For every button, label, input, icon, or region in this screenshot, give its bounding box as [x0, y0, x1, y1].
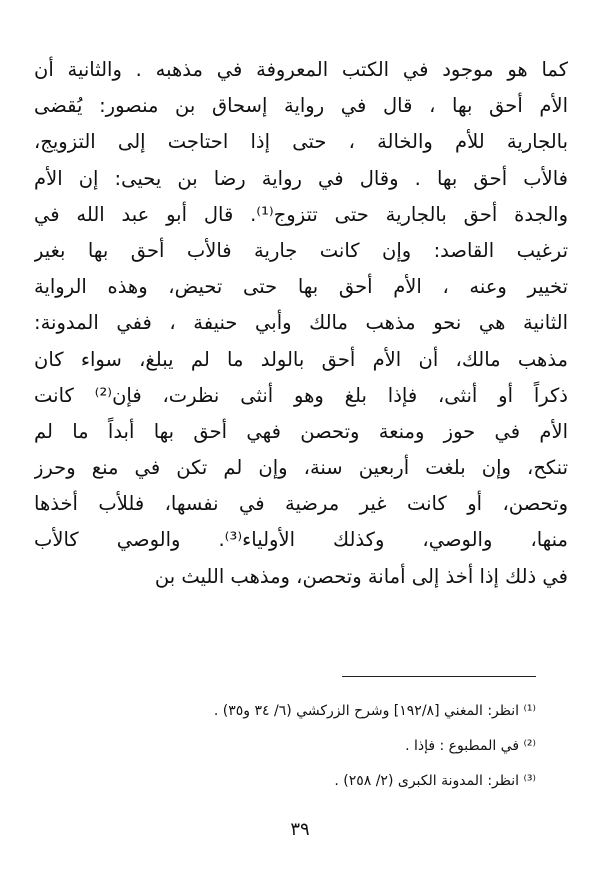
- text-line: الثانية هي نحو مذهب مالك وأبي حنيفة ، ففي المدونة:: [34, 311, 568, 335]
- footnote: ⁽³⁾ انظر: المدونة الكبرى (٢/ ٢٥٨) .: [334, 773, 536, 789]
- text-line: والجدة أحق بالجارية حتى تتزوج⁽¹⁾. قال أبو عبد الله في: [34, 202, 568, 226]
- text-line: وتحصن، أو كانت غير مرضية في نفسها، فللأب أخذها: [34, 492, 568, 516]
- footnote-separator: [342, 676, 536, 677]
- footnote: ⁽¹⁾ انظر: المغني [١٩٢/٨] وشرح الزركشي (٦/ ٣٤ و٣٥) .: [213, 703, 536, 719]
- text-line: في ذلك إذا أخذ إلى أمانة وتحصن، ومذهب الليث بن: [154, 564, 568, 588]
- text-line: فالأب أحق بها . وقال في رواية رضا بن يحيى: إن الأم: [34, 166, 568, 190]
- text-line: الأم في حوز ومنعة وتحصن فهي أحق بها أبداً ما لم: [34, 419, 568, 443]
- text-line: منها، والوصي، وكذلك الأولياء⁽³⁾. والوصي كالأب: [34, 528, 568, 552]
- text-line: ذكراً أو أنثى، فإذا بلغ وهو أنثى نظرت، فإن⁽²⁾ كانت: [34, 383, 568, 407]
- text-line: بالجارية للأم والخالة ، حتى إذا احتاجت إلى التزويج،: [34, 130, 568, 154]
- main-text: [34, 52, 568, 595]
- text-line: الأم أحق بها ، قال في رواية إسحاق بن منصور: يُقضى: [34, 94, 568, 118]
- text-line: تنكح، وإن بلغت أربعين سنة، وإن لم تكن في منع وحرز: [34, 456, 568, 480]
- text-line: تخيير وعنه ، الأم أحق بها حتى تحيض، وهذه الرواية: [34, 275, 568, 299]
- page-number: ٣٩: [290, 819, 310, 840]
- footnote: ⁽²⁾ في المطبوع : فإذا .: [405, 738, 536, 754]
- footnotes: [34, 694, 536, 799]
- text-line: كما هو موجود في الكتب المعروفة في مذهبه . والثانية أن: [34, 58, 568, 81]
- text-line: ترغيب القاصد: وإن كانت جارية فالأب أحق بها بغير: [34, 238, 568, 262]
- text-line: مذهب مالك، أن الأم أحق بالولد ما لم يبلغ، سواء كان: [34, 347, 568, 371]
